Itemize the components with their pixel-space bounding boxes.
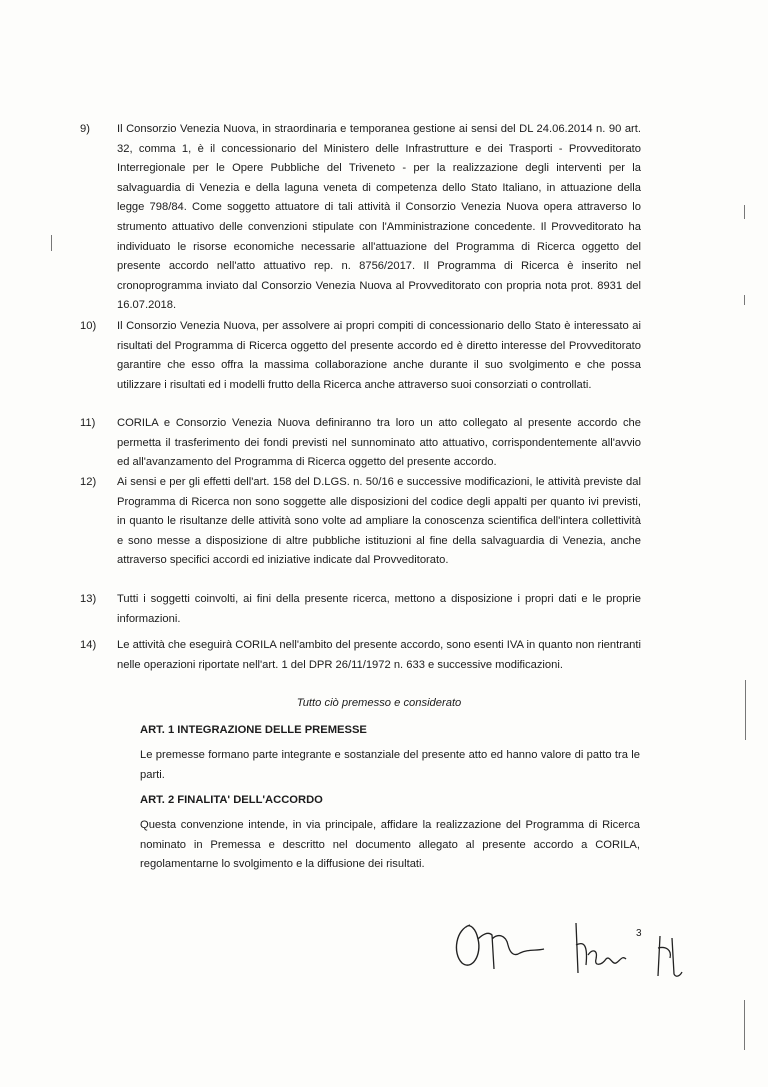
margin-mark (744, 205, 745, 219)
article-2-title: ART. 2 FINALITA' DELL'ACCORDO (140, 794, 323, 806)
margin-mark (745, 680, 746, 740)
article-2-text: Questa convenzione intende, in via principale, affidare la realizzazione del Programma di Ricerca nominato in Premessa e descritto nel documento allegato al presente accordo a CORILA, regolamentarne lo svolgimento e la diffusione dei risultati. (140, 819, 640, 871)
premise-number: 10) (80, 320, 97, 332)
premise-number: 12) (80, 476, 97, 488)
margin-mark (744, 295, 745, 305)
closing-statement: Tutto ciò premesso e considerato (296, 697, 462, 709)
margin-mark (51, 235, 52, 251)
premise-number: 9) (80, 123, 90, 135)
premise-number: 11) (80, 417, 96, 429)
premise-text: CORILA e Consorzio Venezia Nuova definiranno tra loro un atto collegato al presente accordo che permetta il trasferimento dei fondi previsti nel sunnominato atto attuativo, corrispondentemente all'avvio ed all'avanzamento del Programma di Ricerca oggetto del presente accordo. (117, 417, 641, 469)
premise-12 (80, 473, 641, 571)
premise-14 (80, 636, 641, 675)
premise-text: Il Consorzio Venezia Nuova, in straordinaria e temporanea gestione ai sensi del DL 24.06.2014 n. 90 art. 32, comma 1, è il concessionario del Ministero delle Infrastrutture e dei Trasporti - Provveditorato Interregionale per le Opere Pubbliche del Triveneto - per la realizzazione degli interventi per la salvaguardia di Venezia e della laguna veneta di competenza dello Stato Italiano, in attuazione della legge 798/84. Come soggetto attuatore di tali attività il Consorzio Venezia Nuova opera attraverso lo strumento attuativo delle convenzioni stipulate con l'Amministrazione concedente. Il Provveditorato ha individuato le risorse economiche necessarie all'attuazione del Programma di Ricerca oggetto del presente accordo nell'atto attuativo rep. n. 8756/2017. Il Programma di Ricerca è inserito nel cronoprogramma inviato dal Consorzio Venezia Nuova al Provveditorato con propria nota prot. 8931 del 16.07.2018. (117, 123, 641, 312)
premise-10 (80, 317, 641, 395)
margin-mark (744, 1000, 745, 1050)
page-number: 3 (636, 928, 642, 939)
premise-text: Le attività che eseguirà CORILA nell'ambito del presente accordo, sono esenti IVA in quanto non rientranti nelle operazioni riportate nell'art. 1 del DPR 26/11/1972 n. 633 e successive modificazioni. (117, 639, 641, 671)
premise-text: Il Consorzio Venezia Nuova, per assolvere ai propri compiti di concessionario dello Stato è interessato ai risultati del Programma di Ricerca oggetto del presente accordo ed è diretto interesse del Provveditorato garantire che esso offra la massima collaborazione anche durante il suo svolgimento e che possa utilizzare i risultati ed i modelli frutto della Ricerca anche attraverso suoi consorziati o controllati. (117, 320, 641, 391)
signature-2 (566, 915, 636, 980)
signature-1 (448, 905, 558, 980)
premise-text: Tutti i soggetti coinvolti, ai fini della presente ricerca, mettono a disposizione i propri dati e le proprie informazioni. (117, 593, 641, 625)
premise-text: Ai sensi e per gli effetti dell'art. 158 del D.LGS. n. 50/16 e successive modificazioni, le attività previste dal Programma di Ricerca non sono soggette alle disposizioni del codice degli appalti per quanto ivi previsti, in quanto le risultanze delle attività sono volte ad ampliare la conoscenza scientifica dell'intera collettività e sono messe a disposizione di altre pubbliche istituzioni al fine della salvaguardia di Venezia, anche attraverso specifici accordi ed iniziative indicate dal Provveditorato. (117, 476, 641, 567)
premise-13 (80, 590, 641, 629)
premise-number: 13) (80, 593, 97, 605)
premise-11 (80, 414, 641, 473)
article-1-text: Le premesse formano parte integrante e sostanziale del presente atto ed hanno valore di patto tra le parti. (140, 749, 640, 781)
premise-number: 14) (80, 639, 97, 651)
premise-9 (80, 120, 641, 316)
initials-mark (648, 928, 688, 983)
article-1-title: ART. 1 INTEGRAZIONE DELLE PREMESSE (140, 724, 367, 736)
